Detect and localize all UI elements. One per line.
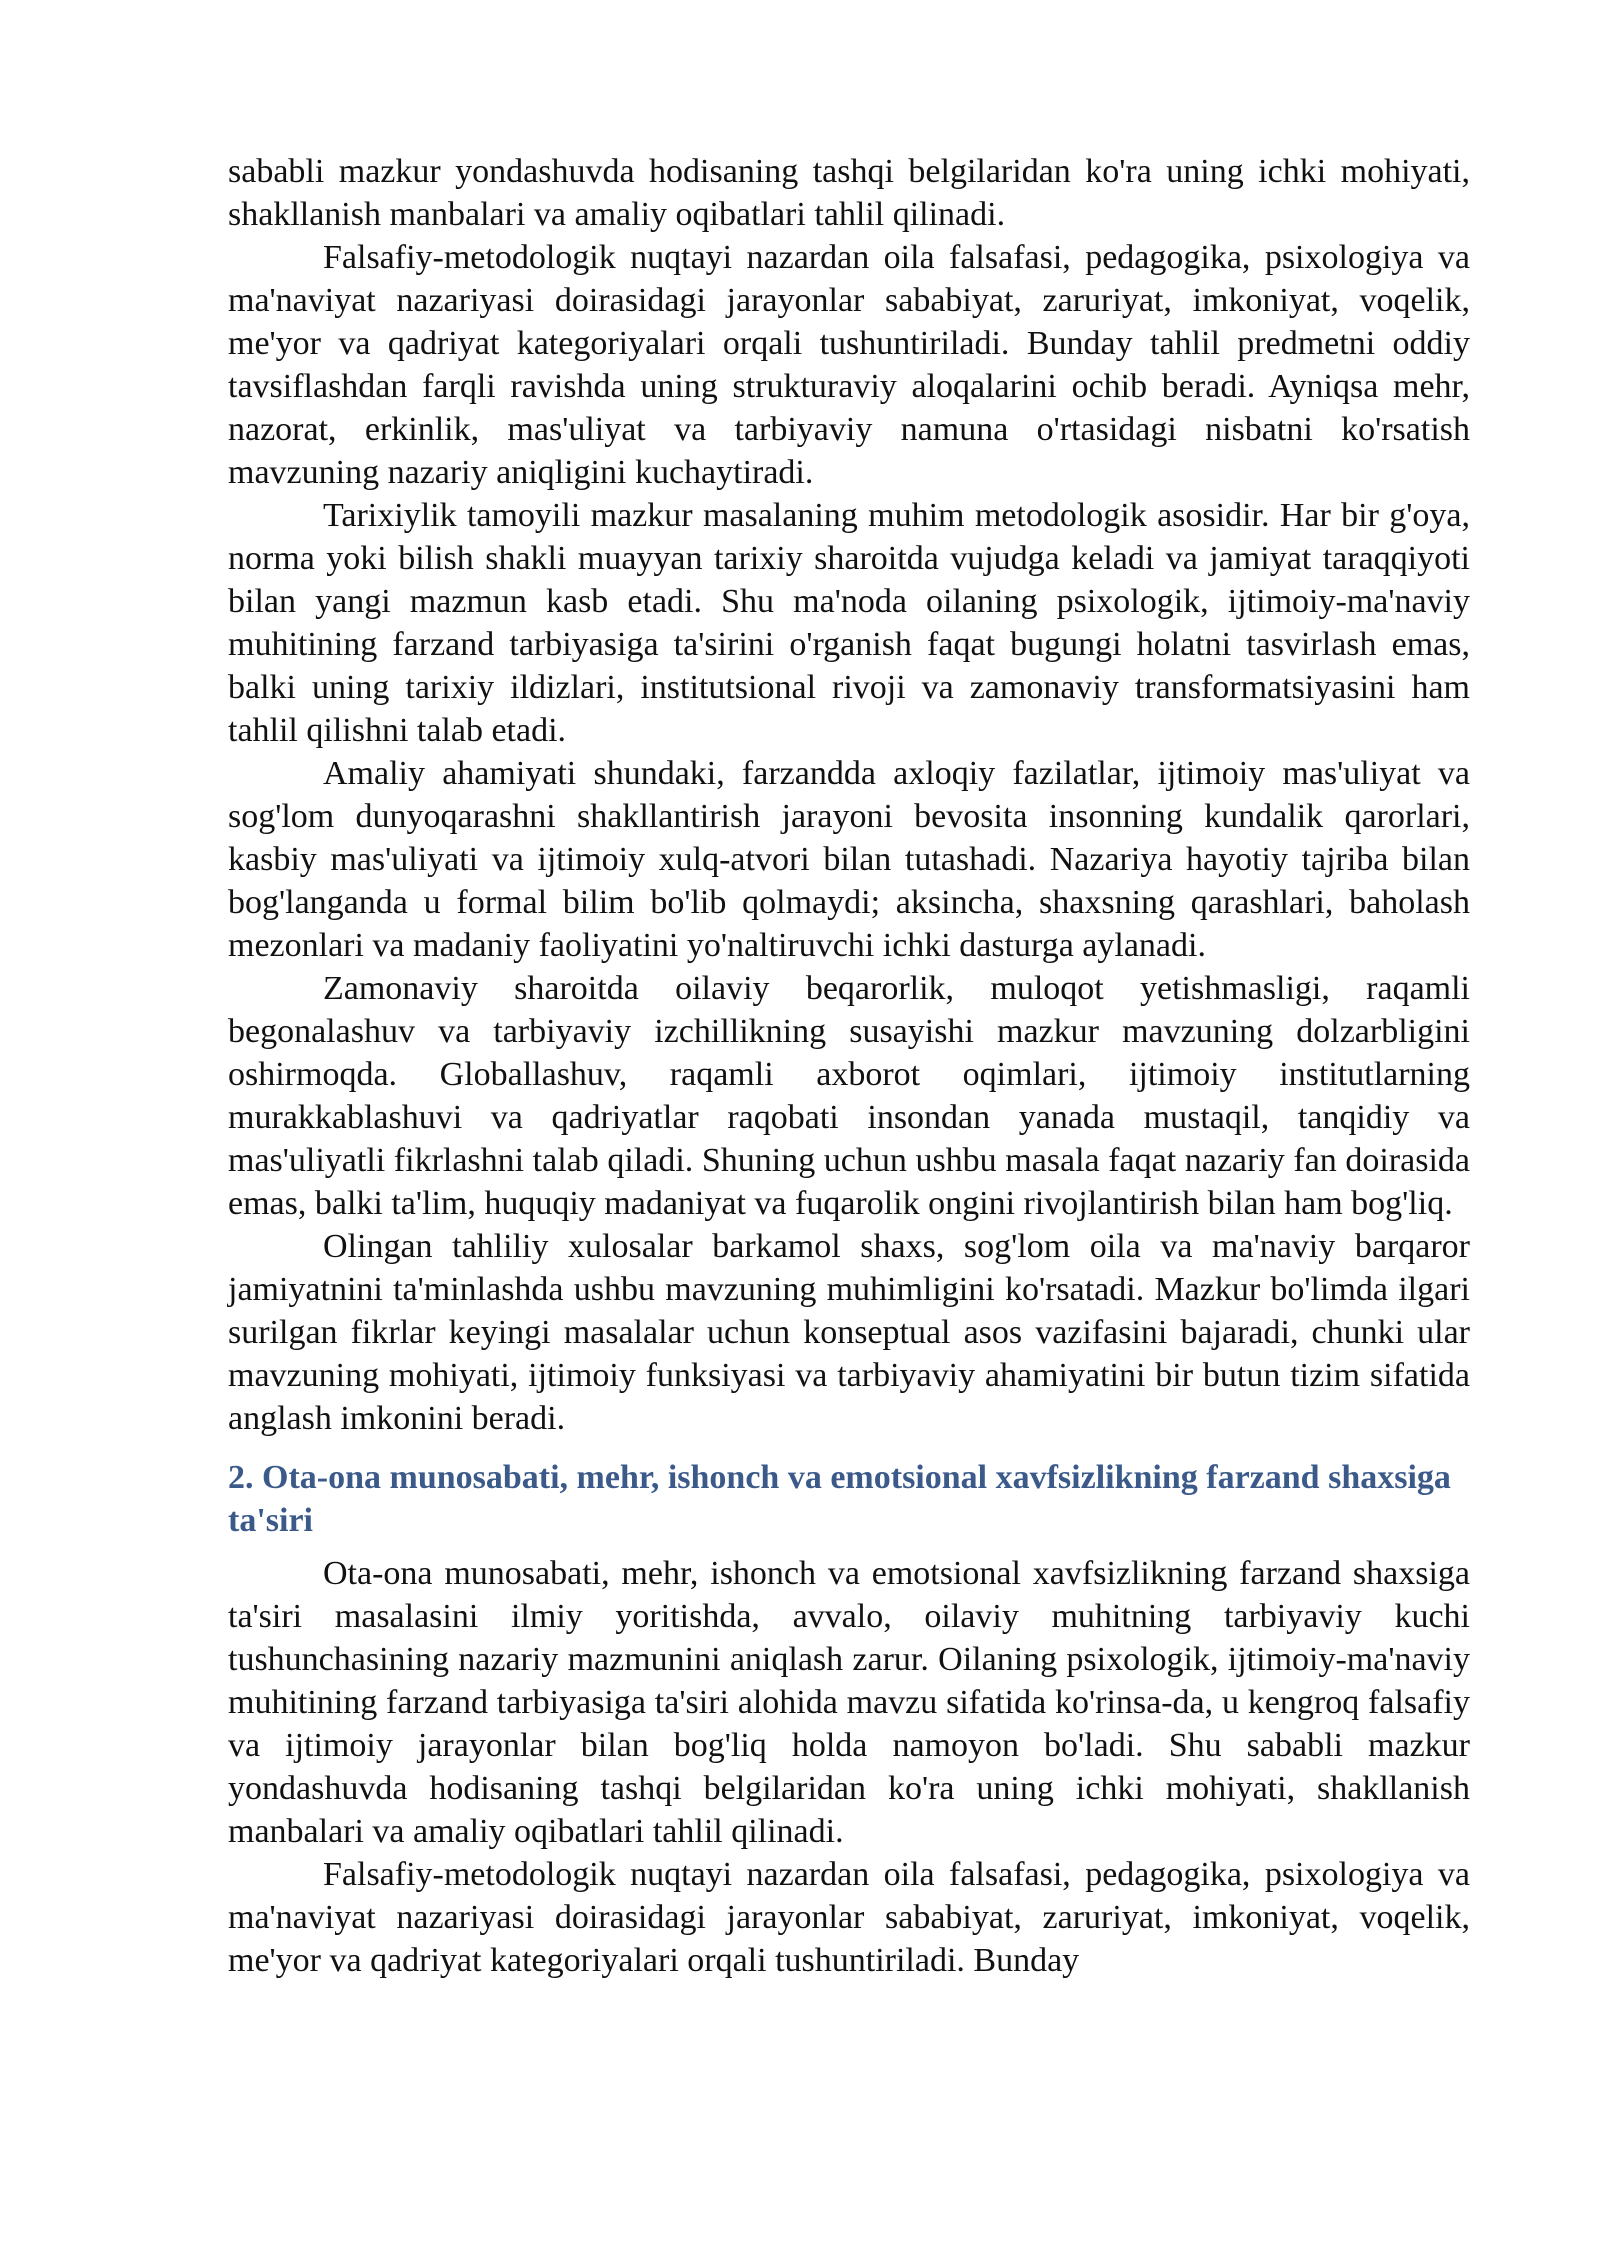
paragraph: Amaliy ahamiyati shundaki, farzandda axloqiy fazilatlar, ijtimoiy mas'uliyat va sog'lom dunyoqarashni shakllantirish jarayoni bevosita insonning kundalik qarorlari, kasbiy mas'uliyati va ijtimoiy xulq-atvori bilan tutashadi. Nazariya hayotiy tajriba bilan bog'langanda u formal bilim bo'lib qolmaydi; aksincha, shaxsning qarashlari, baholash mezonlari va madaniy faoliyatini yo'naltiruvchi ichki dasturga aylanadi. — [228, 755, 1470, 964]
paragraph: Zamonaviy sharoitda oilaviy beqarorlik, muloqot yetishmasligi, raqamli begonalashuv va tarbiyaviy izchillikning susayishi mazkur mavzuning dolzarbligini oshirmoqda. Globallashuv, raqamli axborot oqimlari, ijtimoiy institutlarning murakkablashuvi va qadriyatlar raqobati insondan yanada mustaqil, tanqidiy va mas'uliyatli fikrlashni talab qiladi. Shuning uchun ushbu masala faqat nazariy fan doirasida emas, balki ta'lim, huquqiy madaniyat va fuqarolik ongini rivojlantirish bilan ham bog'liq. — [228, 970, 1470, 1222]
paragraph: Olingan tahliliy xulosalar barkamol shaxs, sog'lom oila va ma'naviy barqaror jamiyatnini ta'minlashda ushbu mavzuning muhimligini ko'rsatadi. Mazkur bo'limda ilgari surilgan fikrlar keyingi masalalar uchun konseptual asos vazifasini bajaradi, chunki ular mavzuning mohiyati, ijtimoiy funksiyasi va tarbiyaviy ahamiyatini bir butun tizim sifatida anglash imkonini beradi. — [228, 1228, 1470, 1437]
paragraph: Tarixiylik tamoyili mazkur masalaning muhim metodologik asosidir. Har bir g'oya, norma yoki bilish shakli muayyan tarixiy sharoitda vujudga keladi va jamiyat taraqqiyoti bilan yangi mazmun kasb etadi. Shu ma'noda oilaning psixologik, ijtimoiy-ma'naviy muhitining farzand tarbiyasiga ta'sirini o'rganish faqat bugungi holatni tasvirlash emas, balki uning tarixiy ildizlari, institutsional rivoji va zamonaviy transformatsiyasini ham tahlil qilishni talab etadi. — [228, 497, 1470, 749]
paragraph: Falsafiy-metodologik nuqtayi nazardan oila falsafasi, pedagogika, psixologiya va ma'naviyat nazariyasi doirasidagi jarayonlar sababiyat, zaruriyat, imkoniyat, voqelik, me'yor va qadriyat kategoriyalari orqali tushuntiriladi. Bunday — [228, 1856, 1470, 1979]
document-page — [228, 150, 1470, 1982]
paragraph-continuation: sababli mazkur yondashuvda hodisaning tashqi belgilaridan ko'ra uning ichki mohiyati, shakllanish manbalari va amaliy oqibatlari tahlil qilinadi. — [228, 153, 1470, 233]
section-heading: 2. Ota-ona munosabati, mehr, ishonch va emotsional xavfsizlikning farzand shaxsiga ta'siri — [228, 1459, 1451, 1539]
paragraph: Ota-ona munosabati, mehr, ishonch va emotsional xavfsizlikning farzand shaxsiga ta'siri masalasini ilmiy yoritishda, avvalo, oilaviy muhitning tarbiyaviy kuchi tushunchasining nazariy mazmunini aniqlash zarur. Oilaning psixologik, ijtimoiy-ma'naviy muhitining farzand tarbiyasiga ta'siri alohida mavzu sifatida ko'rinsa-da, u kengroq falsafiy va ijtimoiy jarayonlar bilan bog'liq holda namoyon bo'ladi. Shu sababli mazkur yondashuvda hodisaning tashqi belgilaridan ko'ra uning ichki mohiyati, shakllanish manbalari va amaliy oqibatlari tahlil qilinadi. — [228, 1555, 1470, 1850]
paragraph: Falsafiy-metodologik nuqtayi nazardan oila falsafasi, pedagogika, psixologiya va ma'naviyat nazariyasi doirasidagi jarayonlar sababiyat, zaruriyat, imkoniyat, voqelik, me'yor va qadriyat kategoriyalari orqali tushuntiriladi. Bunday tahlil predmetni oddiy tavsiflashdan farqli ravishda uning strukturaviy aloqalarini ochib beradi. Ayniqsa mehr, nazorat, erkinlik, mas'uliyat va tarbiyaviy namuna o'rtasidagi nisbatni ko'rsatish mavzuning nazariy aniqligini kuchaytiradi. — [228, 239, 1470, 491]
